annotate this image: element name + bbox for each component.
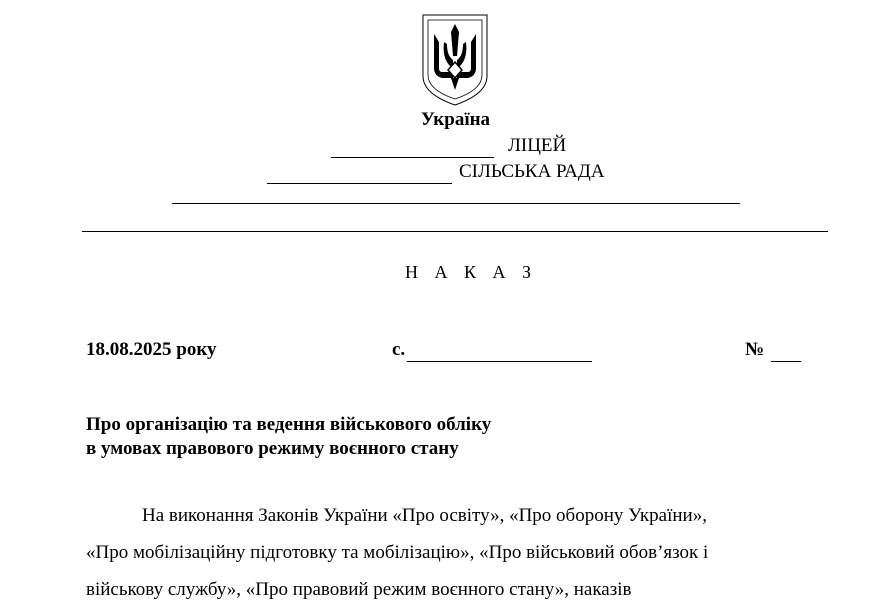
- order-subject: [86, 413, 491, 461]
- order-place: [392, 338, 592, 362]
- number-label: №: [745, 339, 765, 360]
- subject-line-1: Про організацію та ведення військового обліку: [86, 414, 492, 435]
- order-title: Н А К А З: [405, 262, 538, 282]
- subject-line-2: в умовах правового режиму воєнного стану: [86, 438, 459, 459]
- place-prefix: с.: [392, 339, 406, 360]
- coat-of-arms-icon: [420, 12, 490, 108]
- order-number: [745, 338, 801, 362]
- order-date: 18.08.2025 року: [86, 339, 217, 360]
- council-type: СІЛЬСЬКА РАДА: [459, 161, 605, 182]
- institution-type: ЛІЦЕЙ: [508, 135, 567, 156]
- body-line-1: На виконання Законів України «Про освіту», «Про оборону України»,: [142, 505, 707, 526]
- place-name-blank[interactable]: [407, 341, 592, 362]
- header-separator: [82, 231, 828, 232]
- order-number-blank[interactable]: [771, 341, 801, 362]
- institution-line: [331, 134, 566, 158]
- institution-name-blank[interactable]: [331, 137, 494, 158]
- council-line: [267, 160, 605, 184]
- council-name-blank[interactable]: [267, 163, 452, 184]
- country-name: Україна: [420, 109, 491, 130]
- body-line-3: військову службу», «Про правовий режим воєнного стану», наказів: [86, 579, 632, 600]
- body-line-2: «Про мобілізаційну підготовку та мобілізацію», «Про військовий обов’язок і: [86, 542, 709, 563]
- address-blank-line[interactable]: [172, 203, 740, 204]
